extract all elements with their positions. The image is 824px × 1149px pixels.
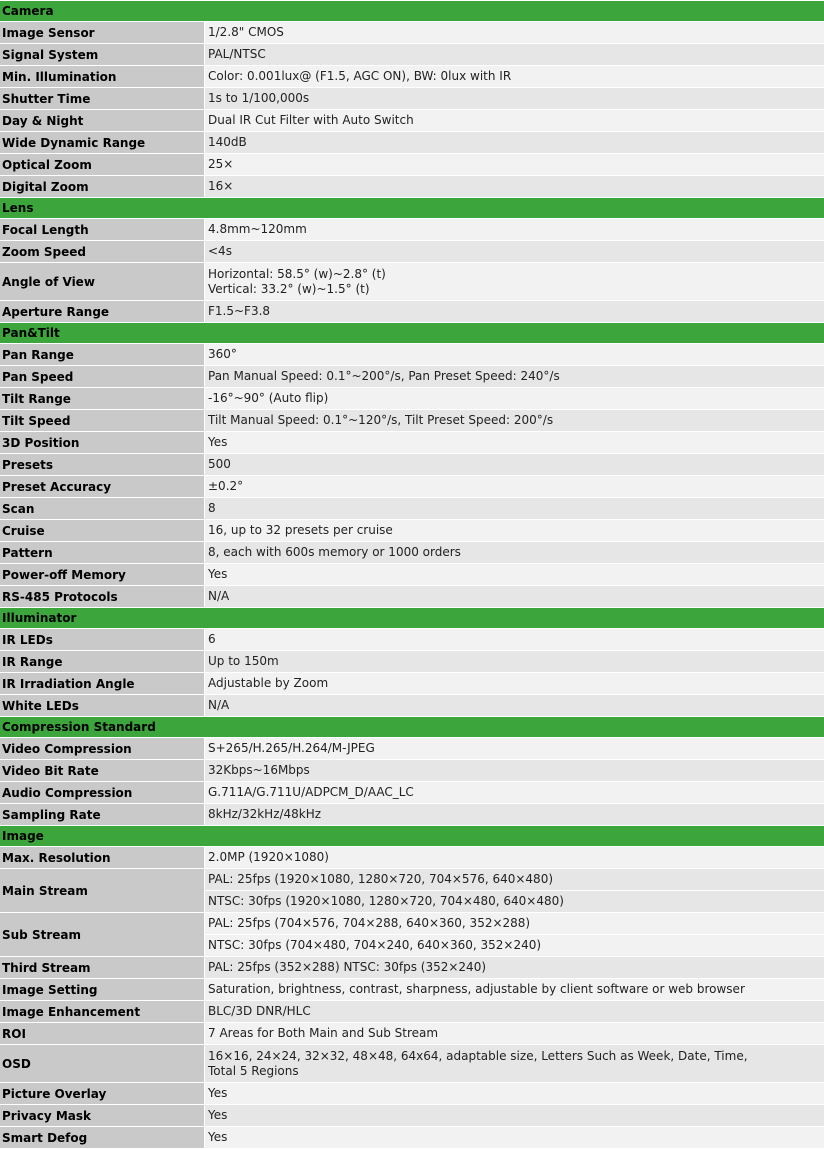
spec-values — [205, 132, 824, 153]
spec-label: White LEDs — [0, 695, 205, 716]
spec-row — [0, 132, 824, 154]
spec-section — [0, 198, 824, 323]
spec-value: 25× — [205, 154, 824, 175]
spec-label: Optical Zoom — [0, 154, 205, 175]
spec-values — [205, 651, 824, 672]
spec-label: OSD — [0, 1045, 205, 1082]
spec-value: <4s — [205, 241, 824, 262]
spec-label: Image Setting — [0, 979, 205, 1000]
spec-section — [0, 717, 824, 826]
spec-row — [0, 564, 824, 586]
spec-value: 1/2.8" CMOS — [205, 22, 824, 43]
spec-values — [205, 913, 824, 956]
spec-label: Power-off Memory — [0, 564, 205, 585]
spec-value: Color: 0.001lux@ (F1.5, AGC ON), BW: 0lux with IR — [205, 66, 824, 87]
spec-value: Yes — [205, 564, 824, 585]
spec-row — [0, 454, 824, 476]
spec-value: PAL: 25fps (352×288) NTSC: 30fps (352×240) — [205, 957, 824, 978]
spec-values — [205, 110, 824, 131]
spec-row — [0, 219, 824, 241]
spec-label: Pattern — [0, 542, 205, 563]
spec-label: Shutter Time — [0, 88, 205, 109]
spec-value: 8kHz/32kHz/48kHz — [205, 804, 824, 825]
spec-row — [0, 695, 824, 717]
spec-row — [0, 110, 824, 132]
spec-row — [0, 154, 824, 176]
spec-value: G.711A/G.711U/ADPCM_D/AAC_LC — [205, 782, 824, 803]
spec-label: Tilt Range — [0, 388, 205, 409]
spec-label: Image Sensor — [0, 22, 205, 43]
spec-value: Yes — [205, 1127, 824, 1148]
spec-label: Image Enhancement — [0, 1001, 205, 1022]
spec-value: 8, each with 600s memory or 1000 orders — [205, 542, 824, 563]
spec-row — [0, 410, 824, 432]
spec-value: 16× — [205, 176, 824, 197]
spec-value: N/A — [205, 586, 824, 607]
spec-value: Saturation, brightness, contrast, sharpness, adjustable by client software or web browser — [205, 979, 824, 1000]
spec-value: 32Kbps~16Mbps — [205, 760, 824, 781]
spec-label: Wide Dynamic Range — [0, 132, 205, 153]
spec-values — [205, 738, 824, 759]
spec-label: Cruise — [0, 520, 205, 541]
spec-row — [0, 804, 824, 826]
spec-row — [0, 542, 824, 564]
spec-label: Zoom Speed — [0, 241, 205, 262]
spec-value: Adjustable by Zoom — [205, 673, 824, 694]
spec-row — [0, 1105, 824, 1127]
spec-row — [0, 1023, 824, 1045]
spec-value: NTSC: 30fps (1920×1080, 1280×720, 704×480, 640×480) — [205, 890, 824, 912]
spec-values — [205, 782, 824, 803]
spec-values — [205, 804, 824, 825]
spec-values — [205, 1083, 824, 1104]
spec-row — [0, 344, 824, 366]
spec-label: Pan Speed — [0, 366, 205, 387]
spec-label: Focal Length — [0, 219, 205, 240]
spec-values — [205, 410, 824, 431]
spec-row — [0, 869, 824, 913]
spec-row — [0, 22, 824, 44]
spec-values — [205, 564, 824, 585]
spec-values — [205, 44, 824, 65]
spec-row — [0, 1045, 824, 1083]
spec-row — [0, 366, 824, 388]
spec-value: NTSC: 30fps (704×480, 704×240, 640×360, 352×240) — [205, 934, 824, 956]
spec-row — [0, 760, 824, 782]
spec-value: 16, up to 32 presets per cruise — [205, 520, 824, 541]
spec-values — [205, 88, 824, 109]
spec-section — [0, 608, 824, 717]
spec-value: PAL/NTSC — [205, 44, 824, 65]
spec-value: 2.0MP (1920×1080) — [205, 847, 824, 868]
spec-row — [0, 44, 824, 66]
spec-section — [0, 323, 824, 608]
spec-row — [0, 957, 824, 979]
spec-label: Day & Night — [0, 110, 205, 131]
spec-values — [205, 263, 824, 300]
spec-value: Tilt Manual Speed: 0.1°~120°/s, Tilt Preset Speed: 200°/s — [205, 410, 824, 431]
spec-label: Digital Zoom — [0, 176, 205, 197]
spec-value: Up to 150m — [205, 651, 824, 672]
spec-values — [205, 432, 824, 453]
spec-row — [0, 176, 824, 198]
spec-row — [0, 1001, 824, 1023]
section-header: Illuminator — [0, 608, 824, 629]
spec-values — [205, 847, 824, 868]
spec-row — [0, 979, 824, 1001]
spec-row — [0, 847, 824, 869]
spec-row — [0, 1127, 824, 1149]
spec-value: F1.5~F3.8 — [205, 301, 824, 322]
spec-label: 3D Position — [0, 432, 205, 453]
spec-section — [0, 1, 824, 198]
spec-label: Video Compression — [0, 738, 205, 759]
spec-label: RS-485 Protocols — [0, 586, 205, 607]
spec-values — [205, 673, 824, 694]
spec-row — [0, 498, 824, 520]
spec-label: Third Stream — [0, 957, 205, 978]
spec-label: Preset Accuracy — [0, 476, 205, 497]
spec-value: Pan Manual Speed: 0.1°~200°/s, Pan Preset Speed: 240°/s — [205, 366, 824, 387]
spec-row — [0, 1083, 824, 1105]
spec-row — [0, 651, 824, 673]
spec-values — [205, 154, 824, 175]
spec-values — [205, 542, 824, 563]
spec-values — [205, 219, 824, 240]
spec-values — [205, 1105, 824, 1126]
spec-label: IR Irradiation Angle — [0, 673, 205, 694]
spec-row — [0, 301, 824, 323]
spec-label: Pan Range — [0, 344, 205, 365]
spec-values — [205, 1001, 824, 1022]
spec-values — [205, 388, 824, 409]
spec-label: IR Range — [0, 651, 205, 672]
spec-value: Yes — [205, 432, 824, 453]
spec-values — [205, 869, 824, 912]
section-header: Lens — [0, 198, 824, 219]
spec-row — [0, 476, 824, 498]
spec-label: Tilt Speed — [0, 410, 205, 431]
spec-values — [205, 476, 824, 497]
spec-value: ±0.2° — [205, 476, 824, 497]
spec-values — [205, 629, 824, 650]
spec-row — [0, 629, 824, 651]
spec-values — [205, 695, 824, 716]
spec-value: 360° — [205, 344, 824, 365]
spec-values — [205, 1023, 824, 1044]
spec-label: Aperture Range — [0, 301, 205, 322]
spec-label: Min. Illumination — [0, 66, 205, 87]
spec-row — [0, 66, 824, 88]
spec-value: PAL: 25fps (704×576, 704×288, 640×360, 352×288) — [205, 913, 824, 934]
spec-label: Audio Compression — [0, 782, 205, 803]
spec-row — [0, 520, 824, 542]
spec-value: Horizontal: 58.5° (w)~2.8° (t) Vertical: 33.2° (w)~1.5° (t) — [205, 263, 824, 300]
spec-values — [205, 498, 824, 519]
spec-value: Yes — [205, 1105, 824, 1126]
spec-section — [0, 826, 824, 1149]
spec-row — [0, 388, 824, 410]
spec-values — [205, 241, 824, 262]
spec-label: Main Stream — [0, 869, 205, 912]
spec-values — [205, 957, 824, 978]
spec-values — [205, 1127, 824, 1148]
spec-label: Picture Overlay — [0, 1083, 205, 1104]
spec-label: Sub Stream — [0, 913, 205, 956]
spec-row — [0, 913, 824, 957]
spec-values — [205, 979, 824, 1000]
spec-label: Presets — [0, 454, 205, 475]
spec-value: N/A — [205, 695, 824, 716]
spec-label: Signal System — [0, 44, 205, 65]
spec-values — [205, 1045, 824, 1082]
spec-label: Sampling Rate — [0, 804, 205, 825]
spec-values — [205, 176, 824, 197]
spec-value: Dual IR Cut Filter with Auto Switch — [205, 110, 824, 131]
spec-row — [0, 586, 824, 608]
spec-values — [205, 760, 824, 781]
spec-row — [0, 88, 824, 110]
spec-value: S+265/H.265/H.264/M-JPEG — [205, 738, 824, 759]
spec-values — [205, 66, 824, 87]
spec-values — [205, 301, 824, 322]
spec-label: ROI — [0, 1023, 205, 1044]
spec-label: Max. Resolution — [0, 847, 205, 868]
spec-value: 140dB — [205, 132, 824, 153]
spec-values — [205, 520, 824, 541]
spec-value: 6 — [205, 629, 824, 650]
spec-value: 1s to 1/100,000s — [205, 88, 824, 109]
spec-row — [0, 782, 824, 804]
section-header: Compression Standard — [0, 717, 824, 738]
spec-label: IR LEDs — [0, 629, 205, 650]
spec-label: Smart Defog — [0, 1127, 205, 1148]
spec-value: PAL: 25fps (1920×1080, 1280×720, 704×576, 640×480) — [205, 869, 824, 890]
spec-value: -16°~90° (Auto flip) — [205, 388, 824, 409]
spec-values — [205, 454, 824, 475]
section-header: Image — [0, 826, 824, 847]
spec-label: Privacy Mask — [0, 1105, 205, 1126]
section-header: Camera — [0, 1, 824, 22]
spec-value: 16×16, 24×24, 32×32, 48×48, 64x64, adaptable size, Letters Such as Week, Date, Time, Total 5 Regions — [205, 1045, 824, 1082]
spec-row — [0, 673, 824, 695]
spec-values — [205, 22, 824, 43]
spec-label: Angle of View — [0, 263, 205, 300]
spec-row — [0, 738, 824, 760]
spec-value: 7 Areas for Both Main and Sub Stream — [205, 1023, 824, 1044]
spec-row — [0, 432, 824, 454]
spec-values — [205, 366, 824, 387]
spec-row — [0, 263, 824, 301]
spec-value: 8 — [205, 498, 824, 519]
spec-label: Video Bit Rate — [0, 760, 205, 781]
spec-row — [0, 241, 824, 263]
section-header: Pan&Tilt — [0, 323, 824, 344]
spec-value: Yes — [205, 1083, 824, 1104]
spec-values — [205, 344, 824, 365]
spec-label: Scan — [0, 498, 205, 519]
spec-value: 4.8mm~120mm — [205, 219, 824, 240]
spec-values — [205, 586, 824, 607]
spec-value: BLC/3D DNR/HLC — [205, 1001, 824, 1022]
spec-value: 500 — [205, 454, 824, 475]
